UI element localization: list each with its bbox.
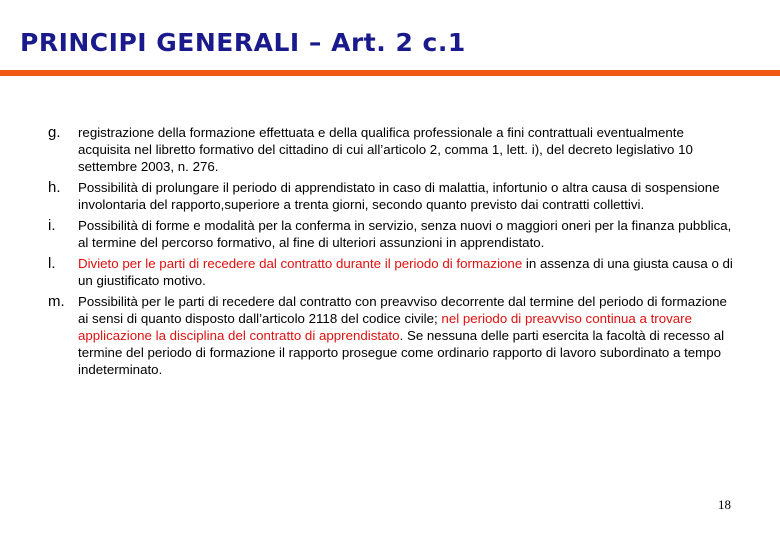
- text-segment: registrazione della formazione effettuata e della qualifica professionale a fini contrattuali eventualmente acquisita nel libretto formativo del cittadino di cui all’articolo 2, comma 1, lett. i), del decreto legislativo 10 settembre 2003, n. 276.: [78, 125, 693, 174]
- list-item-text: [78, 254, 738, 289]
- text-segment: Possibilità di forme e modalità per la conferma in servizio, senza nuovi o maggiori oneri per la finanza pubblica, al termine del percorso formativo, al fine di ulteriori assunzioni in apprendistato.: [78, 218, 732, 250]
- slide-title: PRINCIPI GENERALI – Art. 2 c.1: [20, 28, 466, 57]
- highlighted-text: Divieto per le parti di recedere dal contratto durante il periodo di formazione: [78, 256, 523, 271]
- list-item: [48, 254, 738, 289]
- list-marker: h.: [48, 179, 61, 196]
- list-item: [48, 123, 738, 175]
- text-segment: in assenza di una giusta causa o di un giustificato motivo.: [78, 256, 733, 288]
- list-item: [48, 216, 738, 251]
- article-list: [48, 123, 738, 381]
- list-item: [48, 178, 738, 213]
- page-number: 18: [718, 497, 731, 512]
- title-underline: [0, 70, 780, 76]
- text-segment: . Se nessuna delle parti esercita la facoltà di recesso al termine del periodo di formazione il rapporto prosegue come ordinario rapporto di lavoro subordinato a tempo indeterminato.: [78, 328, 725, 377]
- list-item-text: [78, 178, 738, 213]
- list-item: [48, 292, 738, 378]
- highlighted-text: nel periodo di preavviso continua a trovare applicazione la disciplina del contratto di apprendistato: [78, 311, 692, 343]
- list-marker: l.: [48, 255, 56, 272]
- list-marker: g.: [48, 124, 61, 141]
- list-marker: i.: [48, 217, 56, 234]
- list-marker: m.: [48, 293, 65, 310]
- text-segment: Possibilità per le parti di recedere dal contratto con preavviso decorrente dal termine del periodo di formazione ai sensi di quanto disposto dall’articolo 2118 del codice civile;: [78, 294, 727, 326]
- list-item-text: [78, 123, 738, 175]
- list-item-text: [78, 292, 738, 378]
- text-segment: Possibilità di prolungare il periodo di apprendistato in caso di malattia, infortunio o altra causa di sospensione involontaria del rapporto,superiore a trenta giorni, secondo quanto previsto dai contratti collettivi.: [78, 180, 720, 212]
- list-item-text: [78, 216, 738, 251]
